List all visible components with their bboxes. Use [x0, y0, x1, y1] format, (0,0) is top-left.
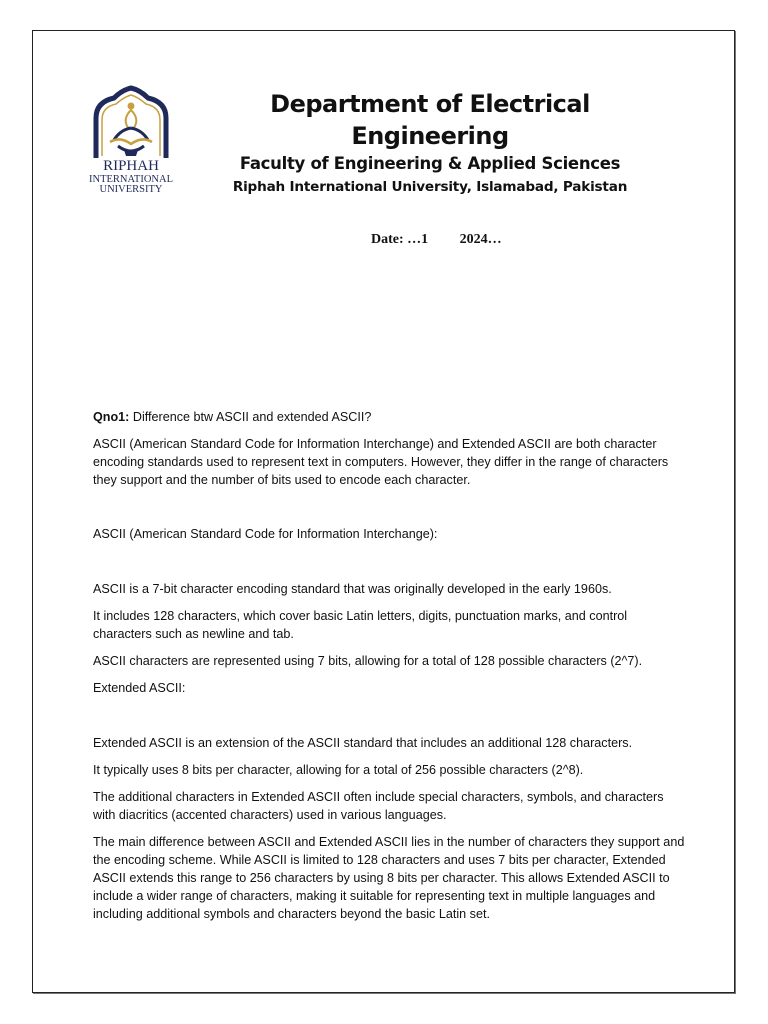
ascii-paragraph-1: ASCII is a 7-bit character encoding standard that was originally developed in the early 1960s.: [93, 582, 612, 596]
ascii-heading: ASCII (American Standard Code for Information Interchange):: [93, 527, 438, 541]
intro-paragraph: ASCII (American Standard Code for Information Interchange) and Extended ASCII are both character encoding standards used to represent text in computers. However, they differ in the range of characters they support and the number of bits used to encode each character.: [93, 437, 669, 487]
question: [93, 408, 685, 426]
document-header: [190, 88, 670, 198]
logo-text-university: UNIVERSITY: [99, 184, 163, 195]
extended-paragraph-3: The additional characters in Extended ASCII often include special characters, symbols, and characters with diacritics (accented characters) used in various languages.: [93, 790, 664, 822]
extended-heading: Extended ASCII:: [93, 681, 186, 695]
question-text: Difference btw ASCII and extended ASCII?: [129, 410, 372, 424]
date-line: [371, 232, 502, 248]
department-title: Department of Electrical Engineering: [270, 90, 590, 150]
date-label: Date: …1: [371, 232, 429, 247]
conclusion-paragraph: The main difference between ASCII and Extended ASCII lies in the number of characters they support and the encoding scheme. While ASCII is limited to 128 characters and uses 7 bits per character, Extended ASCII extends this range to 256 characters by using 8 bits per character. This allows Extended ASCII to include a wider range of characters, making it suitable for representing text in multiple languages and including additional symbols and characters beyond the basic Latin set.: [93, 835, 685, 921]
university-name: Riphah International University, Islamabad, Pakistan: [232, 179, 628, 195]
university-logo: [80, 84, 182, 196]
document-body: [93, 408, 685, 923]
ascii-paragraph-3: ASCII characters are represented using 7 bits, allowing for a total of 128 possible characters (2^7).: [93, 654, 643, 668]
riphah-emblem: [80, 84, 182, 196]
extended-paragraph-2: It typically uses 8 bits per character, allowing for a total of 256 possible characters (2^8).: [93, 763, 584, 777]
logo-text-international: INTERNATIONAL: [89, 174, 173, 185]
extended-paragraph-1: Extended ASCII is an extension of the ASCII standard that includes an additional 128 characters.: [93, 736, 633, 750]
faculty-title: Faculty of Engineering & Applied Sciences: [239, 154, 621, 173]
question-label: Qno1:: [93, 410, 130, 424]
logo-text-riphah: RIPHAH: [103, 158, 159, 174]
ascii-paragraph-2: It includes 128 characters, which cover basic Latin letters, digits, punctuation marks, and control characters such as newline and tab.: [93, 609, 628, 641]
date-year: 2024…: [459, 232, 502, 247]
